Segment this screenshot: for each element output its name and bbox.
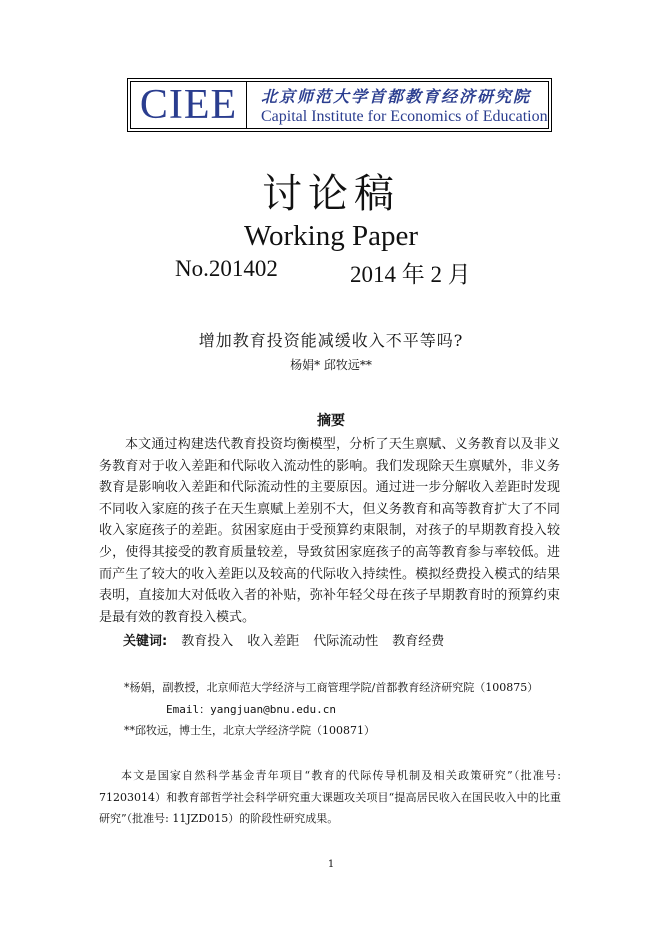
logo-name-chinese: 北京师范大学首都教育经济研究院 bbox=[261, 87, 532, 106]
footnote-author-1: *杨娟，副教授，北京师范大学经济与工商管理学院/首都教育经济研究院（100875） bbox=[124, 681, 539, 694]
abstract-body: 本文通过构建迭代教育投资均衡模型，分析了天生禀赋、义务教育以及非义务教育对于收入差距和代际收入流动性的影响。我们发现除天生禀赋外，非义务教育是影响收入差距和代际流动性的主要原因。通过进一步分解收入差距时发现不同收入家庭的孩子在天生禀赋上差别不大，但义务教育和高等教育扩大了不同收入家庭孩子的差距。贫困家庭由于受预算约束限制，对孩子的早期教育投入较少，使得其接受的教育质量较差，导致贫困家庭孩子的高等教育参与率较低。进而产生了较大的收入差距以及较高的代际收入持续性。模拟经费投入模式的结果表明，直接加大对低收入者的补贴，弥补年轻父母在孩子早期教育时的预算约束是最有效的教育投入模式。 bbox=[99, 437, 560, 625]
keyword-item: 教育投入 bbox=[181, 634, 234, 649]
document-title-chinese: 讨论稿 bbox=[262, 171, 400, 217]
institute-logo bbox=[127, 78, 552, 132]
keyword-item: 收入差距 bbox=[247, 634, 300, 649]
author-list: 杨娟* 邱牧远** bbox=[290, 358, 372, 372]
funding-note: 本文是国家自然科学基金青年项目“教育的代际传导机制及相关政策研究”（批准号: 71203014）和教育部哲学社会科学研究重大课题攻关项目“提高居民收入在国民收入中的比重研究”（批准号: 11JZD015）的阶段性研究成果。 bbox=[99, 769, 561, 825]
page-number: 1 bbox=[327, 859, 335, 870]
publication-date: 2014 年 2 月 bbox=[350, 262, 471, 287]
keyword-item: 代际流动性 bbox=[313, 634, 379, 649]
abstract-heading: 摘要 bbox=[317, 413, 345, 429]
paper-title: 增加教育投资能减缓收入不平等吗? bbox=[198, 331, 464, 350]
keywords-row bbox=[123, 630, 458, 649]
issue-info bbox=[175, 256, 471, 289]
document-title-english: Working Paper bbox=[243, 220, 419, 252]
logo-text-block bbox=[247, 82, 548, 128]
logo-inner-frame bbox=[130, 81, 549, 129]
paper-number: No.201402 bbox=[175, 256, 278, 281]
logo-name-english: Capital Institute for Economics of Education bbox=[261, 108, 548, 125]
footnote-author-2: **邱牧远，博士生，北京大学经济学院（100871） bbox=[124, 724, 375, 737]
keywords-label: 关键词: bbox=[123, 634, 168, 649]
footnote-email: Email：yangjuan@bnu.edu.cn bbox=[166, 703, 336, 716]
keyword-item: 教育经费 bbox=[392, 634, 445, 649]
logo-abbreviation: CIEE bbox=[131, 82, 247, 128]
